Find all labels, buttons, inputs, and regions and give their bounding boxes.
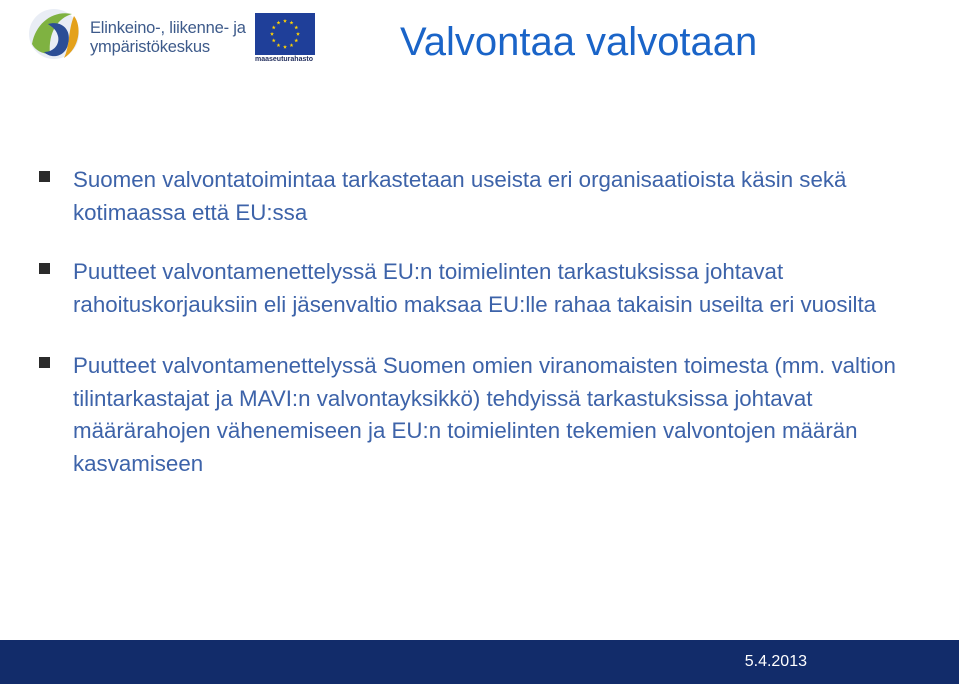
bullet-text: Puutteet valvontamenettelyssä Suomen omien viranomaisten toimesta (mm. valtion tilintarkastajat ja MAVI:n valvontayksikkö) tehdyissä tarkastuksissa johtavat määrärahojen vähenemiseen ja EU:n toimielinten tekemien valvontojen määrän kasvamiseen bbox=[73, 353, 896, 476]
slide-title: Valvontaa valvotaan bbox=[400, 20, 758, 64]
footer-bar bbox=[0, 640, 959, 684]
ely-org-name-line1: Elinkeino-, liikenne- ja bbox=[90, 19, 246, 37]
square-bullet-icon bbox=[39, 357, 50, 368]
ely-org-name-line2: ympäristökeskus bbox=[90, 38, 210, 56]
bullet-item bbox=[36, 164, 936, 229]
square-bullet-icon bbox=[39, 171, 50, 182]
bullet-text: Puutteet valvontamenettelyssä EU:n toimielinten tarkastuksissa johtavat rahoituskorjauksiin eli jäsenvaltio maksaa EU:lle rahaa takaisin useilta eri vuosilta bbox=[73, 259, 877, 317]
ely-org-name bbox=[90, 19, 246, 57]
bullet-item bbox=[36, 350, 936, 480]
slide-date: 5.4.2013 bbox=[744, 653, 807, 670]
ely-logo-icon bbox=[28, 4, 84, 64]
bullet-item bbox=[36, 256, 936, 321]
bullet-text: Suomen valvontatoimintaa tarkastetaan useista eri organisaatioista käsin sekä kotimaassa että EU:ssa bbox=[73, 167, 847, 225]
bullet-list bbox=[36, 164, 936, 507]
header-logos bbox=[28, 4, 328, 66]
square-bullet-icon bbox=[39, 263, 50, 274]
eu-fund-caption: maaseuturahasto bbox=[255, 56, 313, 63]
eu-flag-icon bbox=[255, 13, 315, 55]
